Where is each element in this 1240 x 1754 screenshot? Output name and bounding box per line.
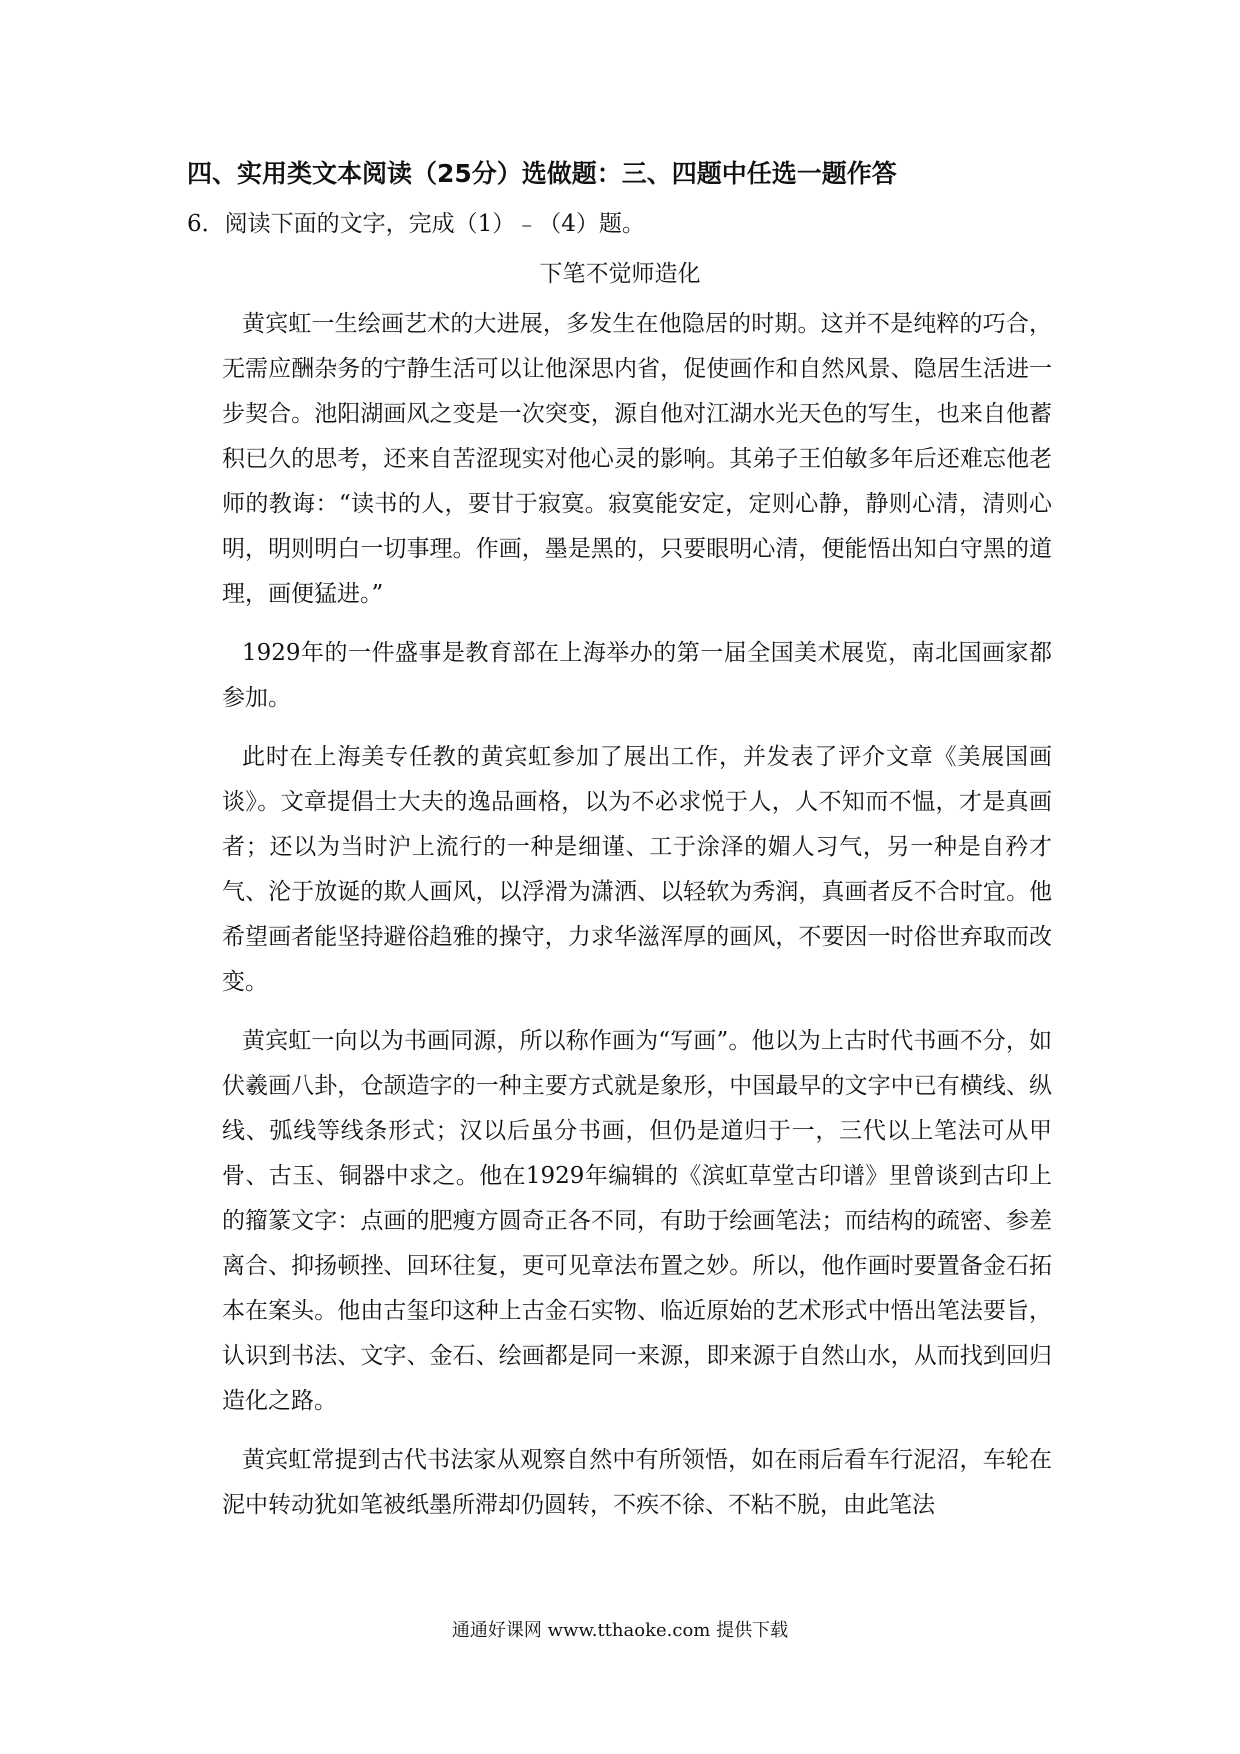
paragraph: 黄宾虹一向以为书画同源，所以称作画为“写画”。他以为上古时代书画不分，如伏羲画八卦，仓颉造字的一种主要方式就是象形，中国最早的文字中已有横线、纵线、弧线等线条形式；汉以后虽分书画，但仍是道归于一，三代以上笔法可从甲骨、古玉、铜器中求之。他在1929年编辑的《滨虹草堂古印谱》里曾谈到古印上的籀篆文字：点画的肥瘦方圆奇正各不同，有助于绘画笔法；而结构的疏密、参差离合、抑扬顿挫、回环往复，更可见章法布置之妙。所以，他作画时要置备金石拓本在案头。他由古玺印这种上古金石实物、临近原始的艺术形式中悟出笔法要旨，认识到书法、文字、金石、绘画都是同一来源，即来源于自然山水，从而找到回归造化之路。 bbox=[222, 1028, 1052, 1414]
paragraph: 1929年的一件盛事是教育部在上海举办的第一届全国美术展览，南北国画家都参加。 bbox=[222, 640, 1052, 711]
paragraph: 此时在上海美专任教的黄宾虹参加了展出工作，并发表了评介文章《美展国画谈》。文章提倡士大夫的逸品画格，以为不必求悦于人，人不知而不愠，才是真画者；还以为当时沪上流行的一种是细谨、工于涂泽的媚人习气，另一种是自矜才气、沦于放诞的欺人画风，以浮滑为潇洒、以轻软为秀润，真画者反不合时宜。他希望画者能坚持避俗趋雅的操守，力求华滋浑厚的画风，不要因一时俗世弃取而改变。 bbox=[222, 744, 1052, 995]
paragraph: 黄宾虹常提到古代书法家从观察自然中有所领悟，如在雨后看车行泥沼，车轮在泥中转动犹如笔被纸墨所滞却仍圆转，不疾不徐、不粘不脱，由此笔法 bbox=[222, 1447, 1052, 1518]
article-title: 下笔不觉师造化 bbox=[539, 261, 701, 287]
article-body bbox=[222, 302, 1052, 1542]
page-footer: 通通好课网 www.tthaoke.com 提供下载 bbox=[451, 1620, 789, 1641]
section-heading: 四、实用类文本阅读（25分）选做题：三、四题中任选一题作答 bbox=[187, 159, 897, 188]
question-prompt: 6．阅读下面的文字，完成（1）﹣（4）题。 bbox=[187, 211, 645, 237]
paragraph: 黄宾虹一生绘画艺术的大进展，多发生在他隐居的时期。这并不是纯粹的巧合，无需应酬杂务的宁静生活可以让他深思内省，促使画作和自然风景、隐居生活进一步契合。池阳湖画风之变是一次突变，源自他对江湖水光天色的写生，也来自他蓄积已久的思考，还来自苦涩现实对他心灵的影响。其弟子王伯敏多年后还难忘他老师的教诲：“读书的人，要甘于寂寞。寂寞能安定，定则心静，静则心清，清则心明，明则明白一切事理。作画，墨是黑的，只要眼明心清，便能悟出知白守黑的道理，画便猛进。” bbox=[222, 311, 1052, 607]
